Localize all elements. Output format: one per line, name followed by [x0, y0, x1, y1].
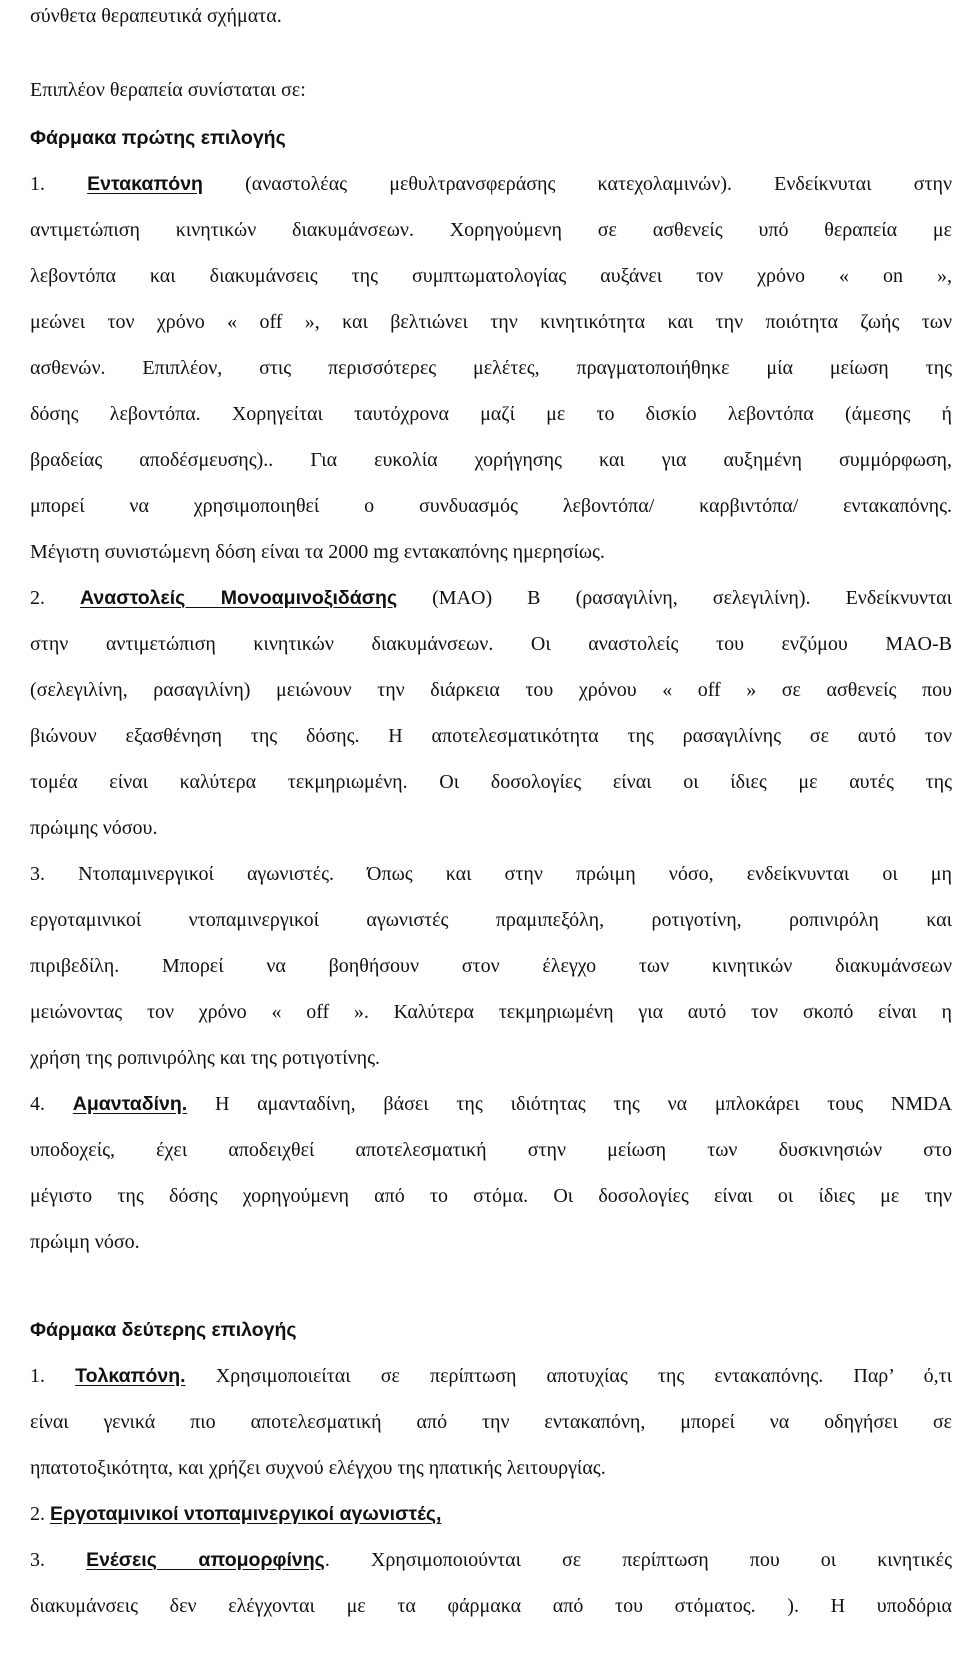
text-line: (σελεγιλίνη, ρασαγιλίνη) μειώνουν την διάρκεια του χρόνου « off » σε ασθενείς που	[30, 679, 952, 701]
list-number: 4.	[30, 1093, 73, 1115]
list-number: 2.	[30, 587, 81, 609]
text-line: χρήση της ροπινιρόλης και της ροτιγοτίνης.	[30, 1047, 380, 1069]
section-heading-first-line-drugs: Φάρμακα πρώτης επιλογής	[30, 127, 286, 149]
list-number: 3.	[30, 1549, 87, 1571]
text-line: αντιμετώπιση κινητικών διακυμάνσεων. Χορηγούμενη σε ασθενείς υπό θεραπεία με	[30, 219, 952, 241]
text-line: Μέγιστη συνιστώμενη δόση είναι τα 2000 mg εντακαπόνης ημερησίως.	[30, 541, 605, 563]
list-number: 2.	[30, 1503, 50, 1525]
drug-name-ergot-agonists: Εργοταμινικοί ντοπαμινεργικοί αγωνιστές,	[50, 1503, 442, 1525]
drug-name-amantadine: Αμανταδίνη.	[72, 1093, 188, 1115]
list-item-amantadine	[30, 1092, 952, 1116]
text-line: ασθενών. Επιπλέον, στις περισσότερες μελέτες, πραγματοποιήθηκε μία μείωση της	[30, 357, 952, 379]
text-line: δόσης λεβοντόπα. Χορηγείται ταυτόχρονα μαζί με το δισκίο λεβοντόπα (άμεσης ή	[30, 403, 952, 425]
text-line: εργοταμινικοί ντοπαμινεργικοί αγωνιστές πραμιπεξόλη, ροτιγοτίνη, ροπινιρόλη και	[30, 909, 952, 931]
text-run: Η αμανταδίνη, βάσει της ιδιότητας της να μπλοκάρει τους NMDA	[187, 1093, 953, 1115]
text-line: μπορεί να χρησιμοποιηθεί ο συνδυασμός λεβοντόπα/ καρβιντόπα/ εντακαπόνης.	[30, 495, 952, 517]
text-line: υποδοχείς, έχει αποδειχθεί αποτελεσματική στην μείωση των δυσκινησιών στο	[30, 1139, 952, 1161]
drug-name-entacapone: Εντακαπόνη	[87, 173, 203, 195]
text-run: (MAO) B (ρασαγιλίνη, σελεγιλίνη). Ενδείκνυνται	[397, 587, 952, 609]
text-line: λεβοντόπα και διακυμάνσεις της συμπτωματολογίας αυξάνει τον χρόνο « on »,	[30, 265, 952, 287]
text-line: μεώνει τον χρόνο « off », και βελτιώνει την κινητικότητα και την ποιότητα ζωής των	[30, 311, 952, 333]
text-line: μέγιστο της δόσης χορηγούμενη από το στόμα. Οι δοσολογίες είναι οι ίδιες με την	[30, 1185, 952, 1207]
text-line: βιώνουν εξασθένηση της δόσης. Η αποτελεσματικότητα της ρασαγιλίνης σε αυτό τον	[30, 725, 952, 747]
text-line: τομέα είναι καλύτερα τεκμηριωμένη. Οι δοσολογίες είναι οι ίδιες με αυτές της	[30, 771, 952, 793]
text-line: είναι γενικά πιο αποτελεσματική από την εντακαπόνη, μπορεί να οδηγήσει σε	[30, 1411, 952, 1433]
text-line: σύνθετα θεραπευτικά σχήματα.	[30, 5, 282, 27]
list-item-apomorphine	[30, 1548, 952, 1572]
text-run: Χρησιμοποιείται σε περίπτωση αποτυχίας της εντακαπόνης. Παρ’ ό,τι	[185, 1365, 952, 1387]
text-line: πρώιμης νόσου.	[30, 817, 158, 839]
drug-name-apomorphine: Ενέσεις απομορφίνης	[86, 1549, 325, 1571]
text-line: βραδείας αποδέσμευσης).. Για ευκολία χορήγησης και για αυξημένη συμμόρφωση,	[30, 449, 952, 471]
text-line: διακυμάνσεις δεν ελέγχονται με τα φάρμακα από του στόματος. ). Η υποδόρια	[30, 1595, 952, 1617]
list-number: 1.	[30, 173, 88, 195]
text-line: μειώνοντας τον χρόνο « off ». Καλύτερα τεκμηριωμένη για αυτό τον σκοπό είναι η	[30, 1001, 952, 1023]
list-item-dopamine-agonists: 3. Ντοπαμινεργικοί αγωνιστές. Όπως και στην πρώιμη νόσο, ενδείκνυνται οι μη	[30, 863, 952, 885]
list-item-ergot-agonists	[30, 1502, 441, 1526]
drug-name-tolcapone: Τολκαπόνη.	[75, 1365, 186, 1387]
section-heading-second-line-drugs: Φάρμακα δεύτερης επιλογής	[30, 1319, 297, 1341]
text-run: (αναστολέας μεθυλτρανσφεράσης κατεχολαμινών). Ενδείκνυται στην	[202, 173, 952, 195]
text-line: ηπατοτοξικότητα, και χρήζει συχνού ελέγχου της ηπατικής λειτουργίας.	[30, 1457, 606, 1479]
list-item-mao-inhibitors	[30, 586, 952, 610]
text-line: πρώιμη νόσο.	[30, 1231, 140, 1253]
text-line: πιριβεδίλη. Μπορεί να βοηθήσουν στον έλεγχο των κινητικών διακυμάνσεων	[30, 955, 952, 977]
list-number: 1.	[30, 1365, 76, 1387]
text-line: Επιπλέον θεραπεία συνίσταται σε:	[30, 79, 306, 101]
text-line: στην αντιμετώπιση κινητικών διακυμάνσεων. Οι αναστολείς του ενζύμου MAO-B	[30, 633, 952, 655]
list-item-entacapone	[30, 172, 952, 196]
text-run: . Χρησιμοποιούνται σε περίπτωση που οι κινητικές	[324, 1549, 952, 1571]
list-item-tolcapone	[30, 1364, 952, 1388]
drug-name-mao-inhibitors: Αναστολείς Μονοαμινοξιδάσης	[80, 587, 398, 609]
